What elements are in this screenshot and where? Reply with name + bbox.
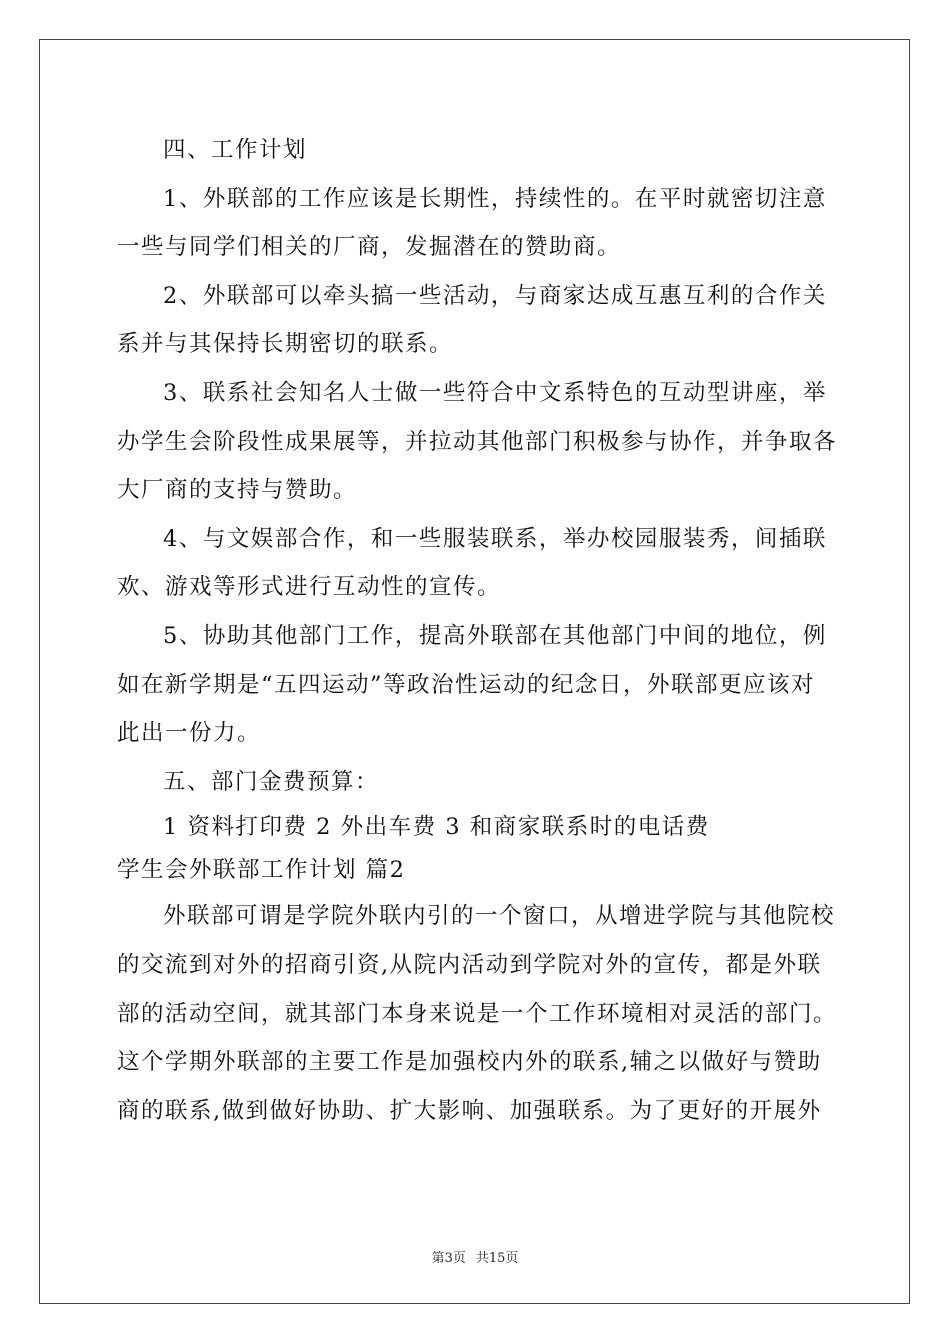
paragraph-line: 1、外联部的工作应该是长期性，持续性的。在平时就密切注意 <box>163 185 827 212</box>
paragraph-line: 欢、游戏等形式进行互动性的宣传。 <box>117 574 502 601</box>
paragraph-line: 此出一份力。 <box>117 720 262 747</box>
paragraph-line: 5、协助其他部门工作，提高外联部在其他部门中间的地位，例 <box>163 622 827 649</box>
page-number: 第3页 <box>431 1251 466 1266</box>
page-total: 共15页 <box>475 1251 519 1266</box>
budget-items-line: 1 资料打印费 2 外出车费 3 和商家联系时的电话费 <box>163 814 710 841</box>
paragraph-line: 办学生会阶段性成果展等，并拉动其他部门积极参与协作，并争取各 <box>117 428 838 455</box>
paragraph-line: 商的联系,做到做好协助、扩大影响、加强联系。为了更好的开展外 <box>117 1097 822 1124</box>
paragraph-line: 如在新学期是“五四运动”等政治性运动的纪念日，外联部更应该对 <box>117 671 816 698</box>
section-heading-work-plan: 四、工作计划 <box>163 137 308 163</box>
paragraph-line: 2、外联部可以牵头搞一些活动，与商家达成互惠互利的合作关 <box>163 282 827 309</box>
paragraph-line: 4、与文娱部合作，和一些服装联系，举办校园服装秀，间插联 <box>163 525 827 552</box>
section-heading-budget: 五、部门金费预算： <box>163 768 380 795</box>
paragraph-line: 系并与其保持长期密切的联系。 <box>117 331 454 358</box>
paragraph-line: 这个学期外联部的主要工作是加强校内外的联系,辅之以做好与赞助 <box>117 1049 822 1076</box>
paragraph-line: 大厂商的支持与赞助。 <box>117 477 358 504</box>
page-footer <box>0 1247 950 1266</box>
paragraph-line: 的交流到对外的招商引资,从院内活动到学院对外的宣传，都是外联 <box>117 951 822 978</box>
paragraph-line: 部的活动空间，就其部门本身来说是一个工作环境相对灵活的部门。 <box>117 1000 838 1027</box>
paragraph-line: 外联部可谓是学院外联内引的一个窗口，从增进学院与其他院校 <box>163 903 836 930</box>
paragraph-line: 一些与同学们相关的厂商，发掘潜在的赞助商。 <box>117 234 622 261</box>
paragraph-line: 3、联系社会知名人士做一些符合中文系特色的互动型讲座，举 <box>163 379 827 406</box>
document-body <box>117 126 838 1135</box>
article-title: 学生会外联部工作计划 篇2 <box>117 857 406 884</box>
